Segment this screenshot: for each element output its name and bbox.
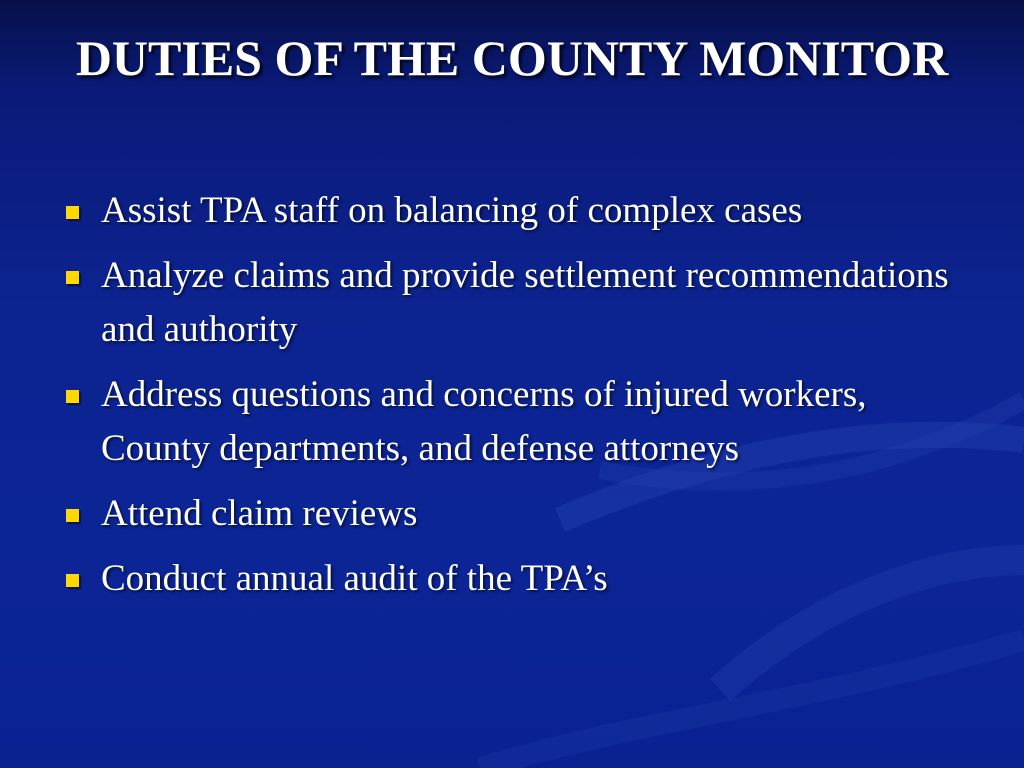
bullet-text: Address questions and concerns of injured workers, County departments, and defense attorneys: [101, 374, 867, 469]
bullet-item: [64, 487, 964, 541]
bullet-item: [64, 552, 964, 606]
bullet-item: [64, 184, 964, 238]
square-bullet-icon: [66, 574, 79, 587]
bullet-item: [64, 249, 964, 357]
square-bullet-icon: [66, 509, 79, 522]
bullet-text: Conduct annual audit of the TPA’s: [101, 558, 608, 599]
bullet-text: Assist TPA staff on balancing of complex cases: [101, 190, 803, 231]
square-bullet-icon: [66, 390, 79, 403]
bullet-text: Attend claim reviews: [101, 493, 418, 534]
bullet-text: Analyze claims and provide settlement recommendations and authority: [101, 255, 949, 350]
bullet-list: [64, 184, 964, 617]
square-bullet-icon: [66, 206, 79, 219]
square-bullet-icon: [66, 271, 79, 284]
slide-title: DUTIES OF THE COUNTY MONITOR: [75, 30, 949, 86]
bullet-item: [64, 368, 964, 476]
